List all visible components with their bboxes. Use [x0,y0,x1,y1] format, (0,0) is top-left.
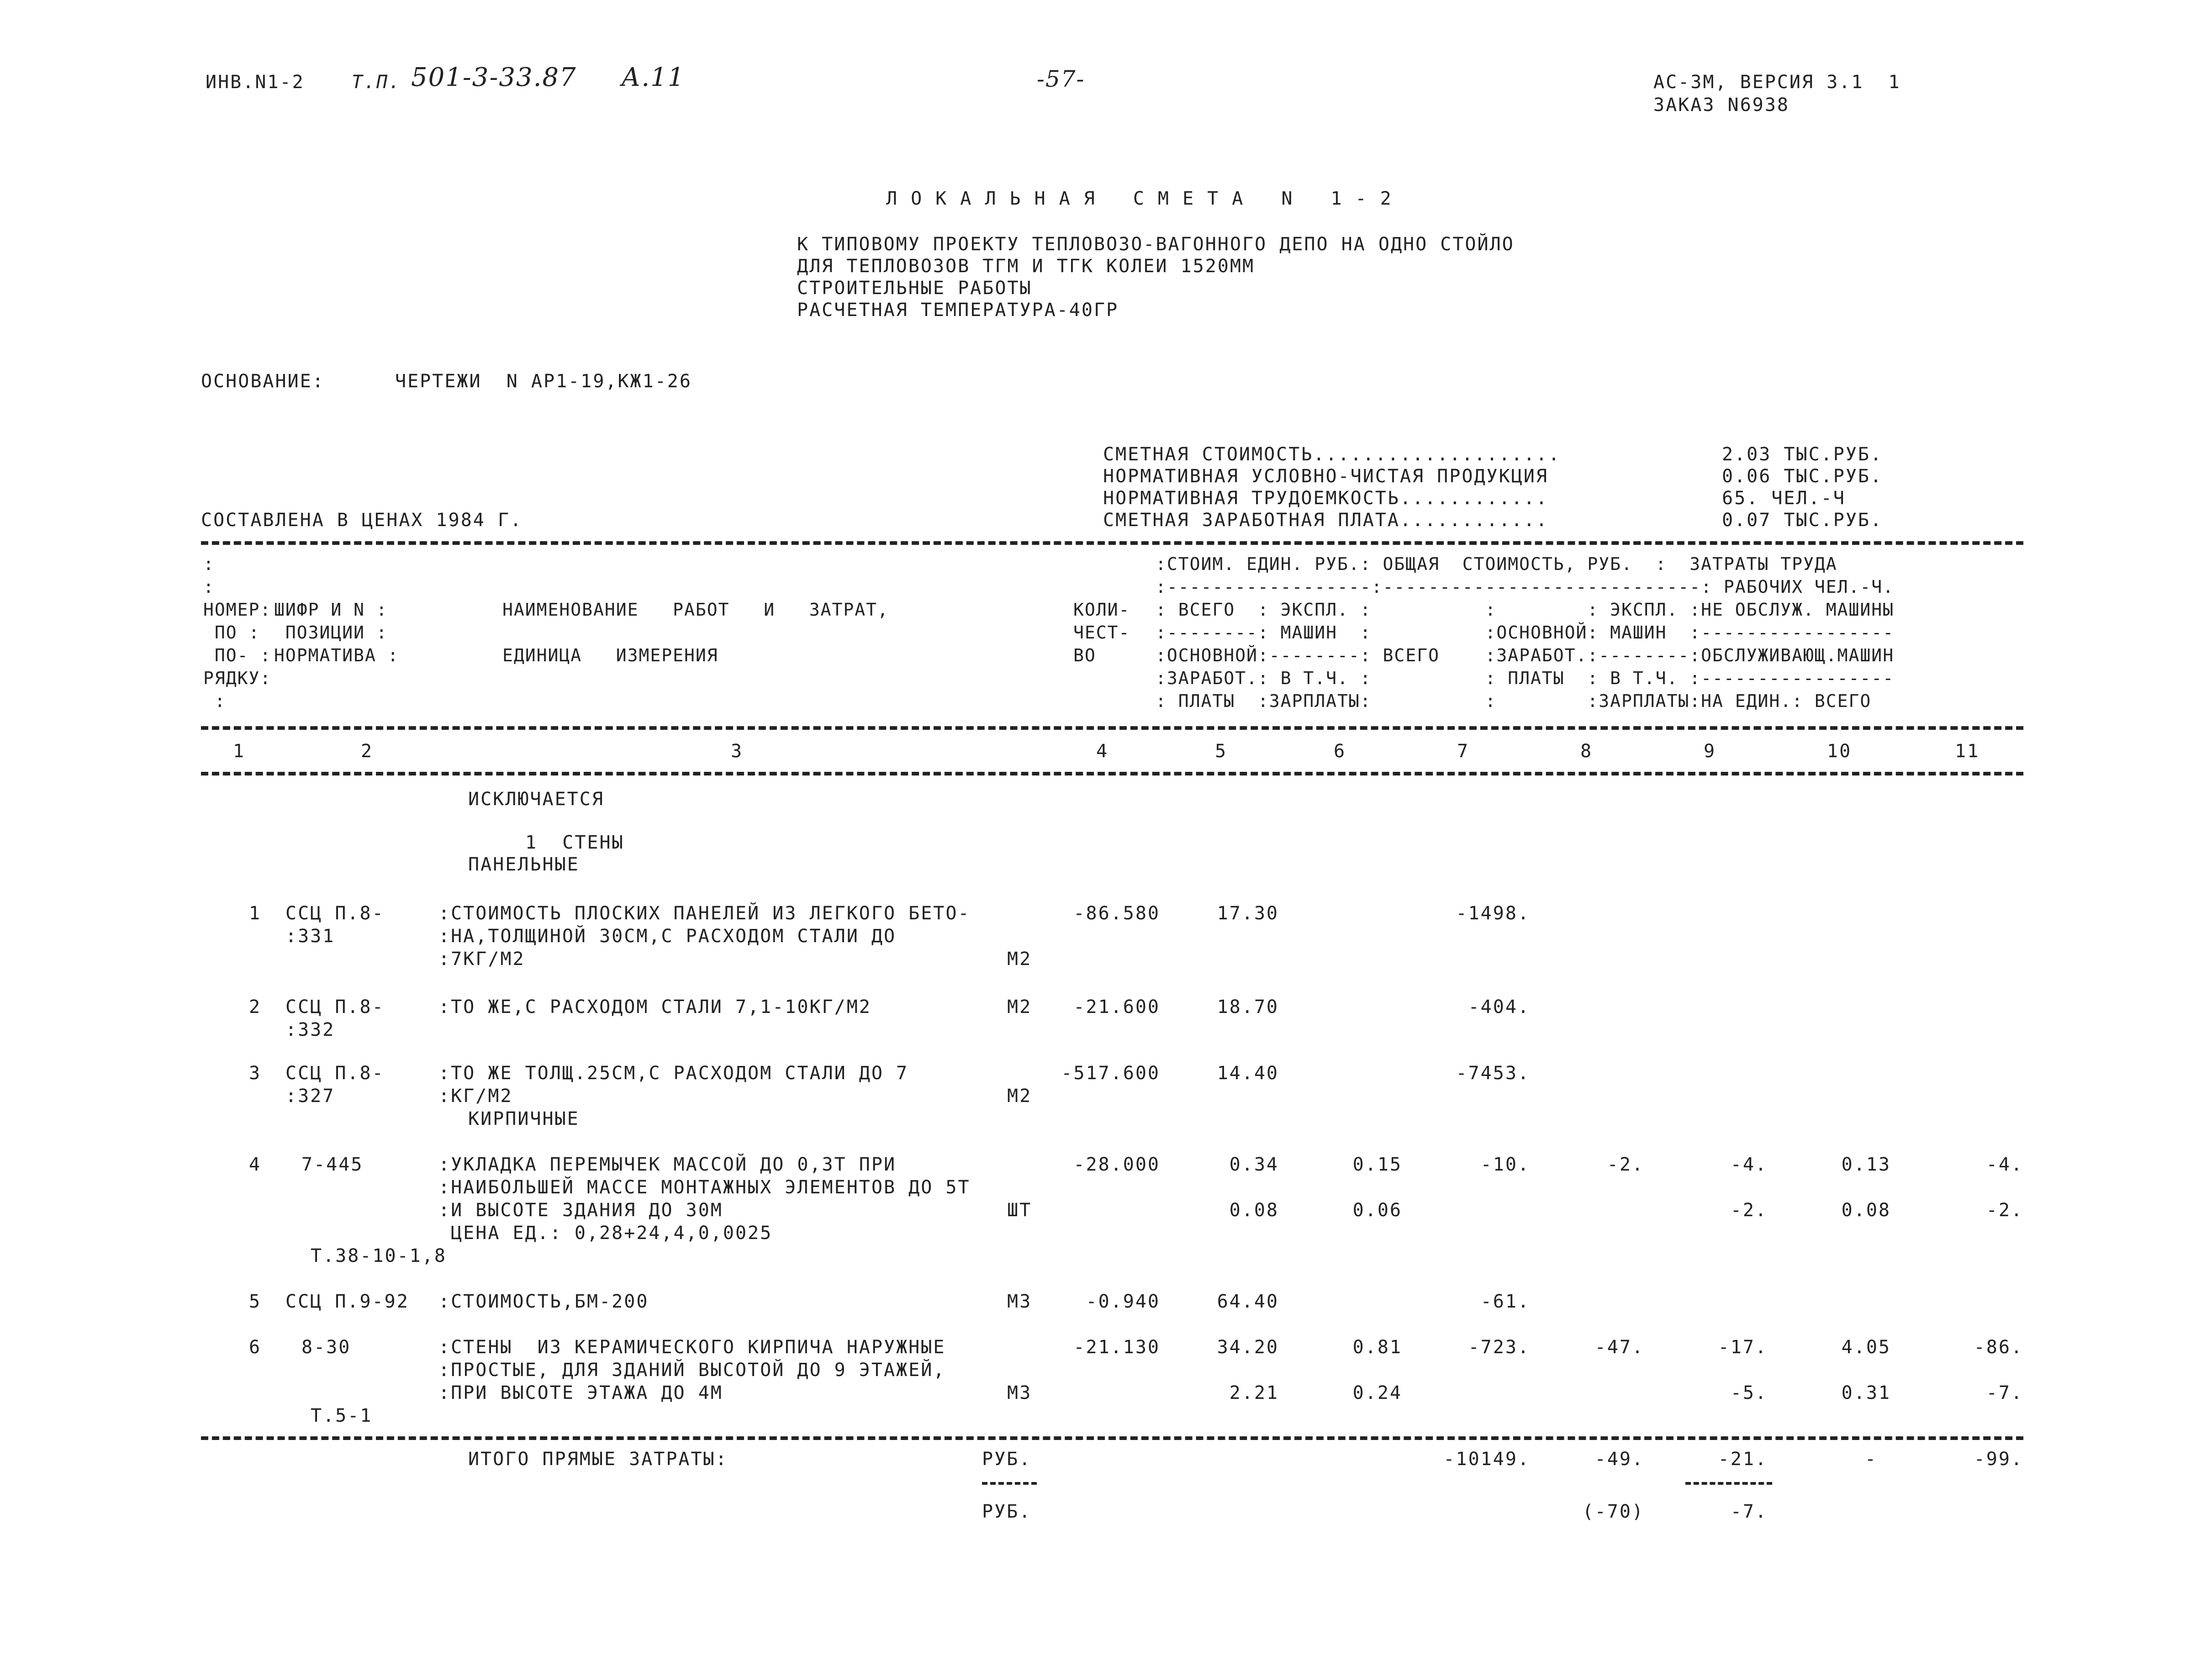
row6-price-wage: 2.21 [1229,1382,1279,1403]
header-col-code: ШИФР И N : ПОЗИЦИИ : НОРМАТИВА : [274,600,399,665]
subsection-panel: ПАНЕЛЬНЫЕ [468,854,580,875]
col-num-8: 8 [1580,741,1593,762]
row4-labor-unit: 0.13 [1841,1154,1891,1175]
row4-num: 4 [249,1154,262,1175]
col-num-5: 5 [1215,741,1228,762]
totals-label: ИТОГО ПРЯМЫЕ ЗАТРАТЫ: [468,1449,728,1470]
tp-number: 501-3-33.87 [411,63,577,92]
row2-total: -404. [1468,997,1530,1018]
row3-qty: -517.600 [1061,1063,1160,1084]
totals-wage-2: (-70) [1582,1501,1644,1522]
col-num-6: 6 [1334,741,1346,762]
row2-num: 2 [249,997,262,1018]
row4-price-wage: 0.08 [1229,1200,1279,1221]
row2-name: :ТО ЖЕ,С РАСХОДОМ СТАЛИ 7,1-10КГ/М2 [438,997,871,1018]
header-col-qty: КОЛИ- ЧЕСТ- ВО [1073,600,1130,665]
row6-labor-unit-2: 0.31 [1841,1382,1891,1403]
title-line-3: СТРОИТЕЛЬНЫЕ РАБОТЫ [797,278,1032,299]
section-walls: 1 СТЕНЫ [525,832,624,853]
row6-labor-unit: 4.05 [1841,1337,1891,1358]
col-num-4: 4 [1096,741,1109,762]
row1-code: ССЦ П.8- :331 [285,903,385,947]
row6-note: Т.5-1 [311,1405,373,1426]
album-number: А.11 [621,63,685,92]
row6-mach-wage: 0.24 [1352,1382,1402,1403]
row2-qty: -21.600 [1073,997,1160,1018]
col-num-9: 9 [1704,741,1716,762]
col-num-10: 10 [1827,741,1852,762]
row1-name: :СТОИМОСТЬ ПЛОСКИХ ПАНЕЛЕЙ ИЗ ЛЕГКОГО БЕТО- :НА,ТОЛЩИНОЙ 30СМ,С РАСХОДОМ СТАЛИ ДО :7КГ/М2 [438,903,971,970]
totals-sub-rule-mach [1685,1482,1772,1485]
row5-unit: М3 [1007,1291,1032,1312]
row1-unit: М2 [1007,949,1032,970]
row3-total: -7453. [1456,1063,1530,1084]
row5-total: -61. [1480,1291,1530,1312]
row5-qty: -0.940 [1086,1291,1160,1312]
prices-basis: СОСТАВЛЕНА В ЦЕНАХ 1984 Г. [201,510,523,531]
row4-qty: -28.000 [1073,1154,1160,1175]
title-line-4: РАСЧЕТНАЯ ТЕМПЕРАТУРА-40ГР [797,300,1119,321]
col-num-3: 3 [731,741,744,762]
tp-label: Т.П. [352,72,401,93]
totals-sub-rule [982,1482,1037,1485]
row6-price: 34.20 [1217,1337,1279,1358]
row6-code: 8-30 [301,1337,351,1358]
row3-price: 14.40 [1217,1063,1279,1084]
row6-price-mach: 0.81 [1352,1337,1402,1358]
totals-total: -10149. [1443,1449,1530,1470]
row6-wage: -47. [1594,1337,1644,1358]
row6-mach: -17. [1718,1337,1768,1358]
row4-name: :УКЛАДКА ПЕРЕМЫЧЕК МАССОЙ ДО 0,3Т ПРИ :НАИБОЛЬШЕЙ МАССЕ МОНТАЖНЫХ ЭЛЕМЕНТОВ ДО 5Т :И ВЫСОТЕ ЗДАНИЯ ДО 30М ЦЕНА ЕД.: 0,28+24,4,0,0025 [438,1154,971,1244]
inventory-number: ИНВ.N1-2 [206,72,305,93]
col-num-7: 7 [1457,741,1470,762]
row5-num: 5 [249,1291,262,1312]
summary-product-value: 0.06 ТЫС.РУБ. [1722,466,1883,487]
basis-label: ОСНОВАНИЕ: [201,371,325,392]
totals-unit-2: РУБ. [982,1501,1032,1522]
row6-unit: М3 [1007,1382,1032,1403]
header-cols-costs: :СТОИМ. ЕДИН. РУБ.: ОБЩАЯ СТОИМОСТЬ, РУБ. : ЗАТРАТЫ ТРУДА :------------------:----------------------------: РАБОЧИХ ЧЕЛ.-Ч. : ВСЕГО : ЭКСПЛ. : : : ЭКСПЛ. :НЕ ОБСЛУЖ. МАШИНЫ :--------: МАШИН : :ОСНОВНОЙ: МАШИН :----------------- :ОСНОВНОЙ:--------: ВСЕГО :ЗАРАБОТ.:--------:ОБСЛУЖИВАЮЩ.МАШИН :ЗАРАБОТ.: В Т.Ч. : : ПЛАТЫ : В Т.Ч. :----------------- : ПЛАТЫ :ЗАРПЛАТЫ: : :ЗАРПЛАТЫ:НА ЕДИН.: ВСЕГО [1156,554,1895,711]
subsection-brick: КИРПИЧНЫЕ [468,1108,580,1129]
row4-price-mach: 0.15 [1352,1154,1402,1175]
row3-name: :ТО ЖЕ ТОЛЩ.25СМ,С РАСХОДОМ СТАЛИ ДО 7 :КГ/М2 [438,1063,909,1107]
summary-wage-label: СМЕТНАЯ ЗАРАБОТНАЯ ПЛАТА............ [1103,510,1548,531]
row5-code: ССЦ П.9-92 [285,1291,409,1312]
totals-unit: РУБ. [982,1449,1032,1470]
summary-labor-value: 65. ЧЕЛ.-Ч [1722,488,1846,509]
row6-num: 6 [249,1337,262,1358]
row6-labor-total: -86. [1974,1337,2023,1358]
row6-name: :СТЕНЫ ИЗ КЕРАМИЧЕСКОГО КИРПИЧА НАРУЖНЫЕ :ПРОСТЫЕ, ДЛЯ ЗДАНИЙ ВЫСОТОЙ ДО 9 ЭТАЖЕЙ, :ПРИ ВЫСОТЕ ЭТАЖА ДО 4М [438,1337,946,1403]
row3-num: 3 [249,1063,262,1084]
row4-note: Т.38-10-1,8 [311,1245,447,1266]
row4-mach-sub: -2. [1730,1200,1768,1221]
page-number: -57- [1037,66,1085,92]
row6-total: -723. [1468,1337,1530,1358]
row4-code: 7-445 [301,1154,364,1175]
col-num-2: 2 [361,741,374,762]
totals-wage: -49. [1594,1449,1644,1470]
row4-labor-total: -4. [1986,1154,2023,1175]
totals-labor-total: -99. [1974,1449,2023,1470]
title-line-1: К ТИПОВОМУ ПРОЕКТУ ТЕПЛОВОЗО-ВАГОННОГО ДЕПО НА ОДНО СТОЙЛО [797,234,1515,255]
summary-labor-label: НОРМАТИВНАЯ ТРУДОЕМКОСТЬ............ [1103,488,1548,509]
section-excluded: ИСКЛЮЧАЕТСЯ [468,789,604,810]
header-col-name: НАИМЕНОВАНИЕ РАБОТ И ЗАТРАТ, ЕДИНИЦА ИЗМЕРЕНИЯ [502,600,889,665]
header-top-rule [201,541,2023,545]
row4-labor-total-2: -2. [1986,1200,2023,1221]
row4-price: 0.34 [1229,1154,1279,1175]
row4-wage: -2. [1607,1154,1644,1175]
basis-value: ЧЕРТЕЖИ N АР1-19,КЖ1-26 [395,371,692,392]
summary-cost-label: СМЕТНАЯ СТОИМОСТЬ.................... [1103,444,1561,465]
col-num-1: 1 [233,741,246,762]
col-num-11: 11 [1955,741,1980,762]
row3-code: ССЦ П.8- :327 [285,1063,385,1107]
row4-unit: ШТ [1007,1200,1032,1221]
totals-mach-2: -7. [1730,1501,1768,1522]
row6-qty: -21.130 [1073,1337,1160,1358]
row1-total: -1498. [1456,903,1530,924]
title-line-2: ДЛЯ ТЕПЛОВОЗОВ ТГМ И ТГК КОЛЕИ 1520ММ [797,256,1255,277]
summary-wage-value: 0.07 ТЫС.РУБ. [1722,510,1883,531]
row4-total: -10. [1480,1154,1530,1175]
row5-name: :СТОИМОСТЬ,БМ-200 [438,1291,649,1312]
totals-mach: -21. [1718,1449,1768,1470]
row6-mach-sub: -5. [1730,1382,1768,1403]
row1-price: 17.30 [1217,903,1279,924]
row3-unit: М2 [1007,1086,1032,1107]
row4-labor-unit-2: 0.08 [1841,1200,1891,1221]
row5-price: 64.40 [1217,1291,1279,1312]
row2-code: ССЦ П.8- :332 [285,997,385,1040]
document-title: ЛОКАЛЬНАЯ СМЕТА N 1-2 [886,188,1405,209]
row4-mach: -4. [1730,1154,1768,1175]
header-mid-rule [201,726,2023,730]
totals-labor-unit: - [1864,1449,1877,1470]
header-col-number: : : НОМЕР: ПО : ПО- : РЯДКУ: : [203,554,272,711]
row4-mach-wage: 0.06 [1352,1200,1402,1221]
row1-num: 1 [249,903,262,924]
order-number: ЗАКАЗ N6938 [1653,95,1790,116]
row2-unit: М2 [1007,997,1032,1018]
summary-cost-value: 2.03 ТЫС.РУБ. [1722,444,1883,465]
totals-rule [201,1436,2023,1440]
summary-product-label: НОРМАТИВНАЯ УСЛОВНО-ЧИСТАЯ ПРОДУКЦИЯ [1103,466,1548,487]
row1-qty: -86.580 [1073,903,1160,924]
version-info: АС-3М, ВЕРСИЯ 3.1 1 [1653,72,1901,93]
row2-price: 18.70 [1217,997,1279,1018]
header-bottom-rule [201,772,2023,775]
row6-labor-total-2: -7. [1986,1382,2023,1403]
